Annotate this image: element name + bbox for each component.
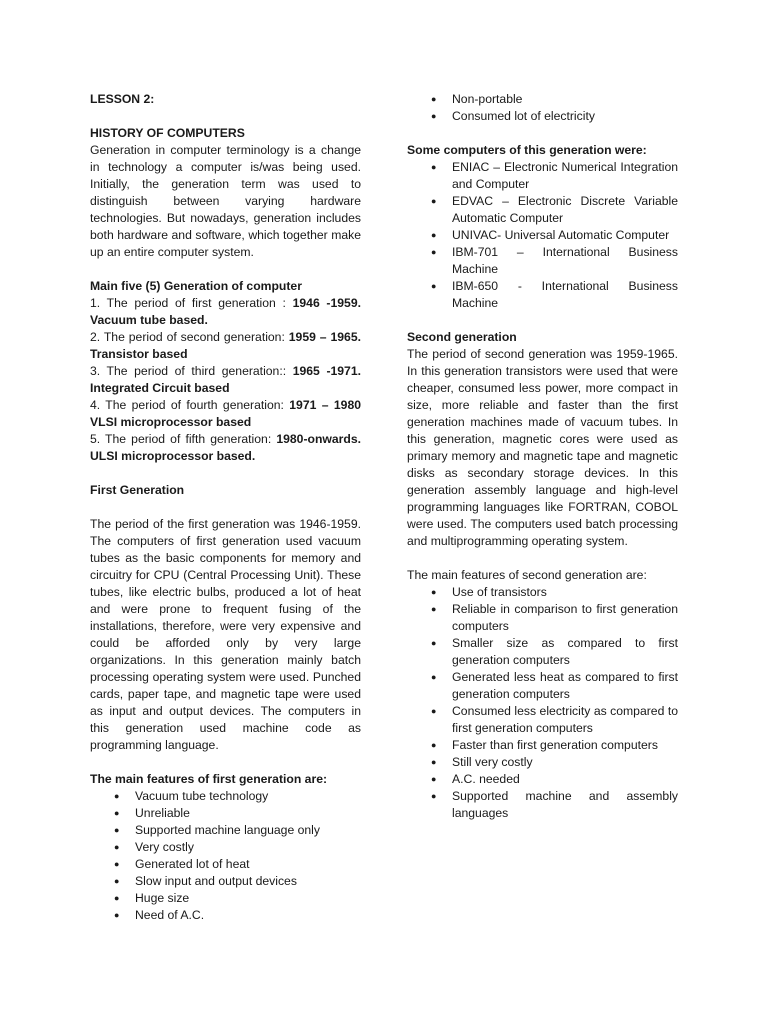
first-features-title: The main features of first generation are: <box>90 772 328 786</box>
generation-item-4: 4. The period of fourth generation: 1971 – 1980 VLSI microprocessor based <box>90 398 361 429</box>
generation-item-3: 3. The period of third generation:: 1965 -1971. Integrated Circuit based <box>90 364 361 395</box>
generation-item-1: 1. The period of first generation : 1946 -1959. Vacuum tube based. <box>90 296 361 327</box>
generation-item-2: 2. The period of second generation: 1959 – 1965. Transistor based <box>90 330 361 361</box>
list-item: ● Still very costly <box>407 754 678 771</box>
list-item: ● Very costly <box>90 839 361 856</box>
list-item: ● UNIVAC- Universal Automatic Computer <box>407 227 678 244</box>
main-five-title: Main five (5) Generation of computer <box>90 279 302 293</box>
list-item: ● IBM-701 – International Business Machine <box>407 244 678 278</box>
first-features-list <box>90 788 361 924</box>
history-title: HISTORY OF COMPUTERS <box>90 126 245 140</box>
list-item: ● EDVAC – Electronic Discrete Variable Automatic Computer <box>407 193 678 227</box>
second-features-list <box>407 584 678 822</box>
list-item: ● Non-portable <box>407 91 678 108</box>
second-gen-paragraph: The period of second generation was 1959-1965. In this generation transistors were used that were cheaper, consumed less power, more compact in size, more reliable and faster than the first generation machines made of vacuum tubes. In this generation, magnetic cores were used as primary memory and magnetic tape and magnetic disks as secondary storage devices. In this generation assembly language and high-level programming languages like FORTRAN, COBOL were used. The computers used batch processing and multiprogramming operating system. <box>407 347 678 548</box>
first-gen-paragraph: The period of the first generation was 1946-1959. The computers of first generation used vacuum tubes as the basic components for memory and circuitry for CPU (Central Processing Unit). These tubes, like electric bulbs, produced a lot of heat and were prone to frequent fusing of the installations, therefore, were very expensive and could be afforded only by very large organizations. In this generation mainly batch processing operating system were used. Punched cards, paper tape, and magnetic tape were used as input and output devices. The computers in this generation used machine code as programming language. <box>90 517 361 752</box>
list-item: ● Generated lot of heat <box>90 856 361 873</box>
list-item: ● Consumed less electricity as compared to first generation computers <box>407 703 678 737</box>
right-column <box>407 91 678 822</box>
list-item: ● Use of transistors <box>407 584 678 601</box>
list-item: ● Supported machine language only <box>90 822 361 839</box>
list-item: ● Faster than first generation computers <box>407 737 678 754</box>
first-gen-title: First Generation <box>90 483 185 497</box>
intro-paragraph: Generation in computer terminology is a change in technology a computer is/was being used. Initially, the generation term was used to distinguish between varying hardware technologies. But nowadays, generation includes both hardware and software, which together make up an entire computer system. <box>90 143 361 259</box>
second-features-title: The main features of second generation are: <box>407 568 647 582</box>
list-item: ● Generated less heat as compared to first generation computers <box>407 669 678 703</box>
list-item: ● Reliable in comparison to first generation computers <box>407 601 678 635</box>
generation-item-5: 5. The period of fifth generation: 1980-onwards. ULSI microprocessor based. <box>90 432 361 463</box>
some-computers-title: Some computers of this generation were: <box>407 143 647 157</box>
list-item: ● Supported machine and assembly languages <box>407 788 678 822</box>
some-computers-list <box>407 159 678 312</box>
list-item: ● Consumed lot of electricity <box>407 108 678 125</box>
lesson-heading: LESSON 2: <box>90 92 155 106</box>
generation-list <box>90 295 361 465</box>
list-item: ● Slow input and output devices <box>90 873 361 890</box>
list-item: ● IBM-650 - International Business Machine <box>407 278 678 312</box>
list-item: ● Vacuum tube technology <box>90 788 361 805</box>
left-column <box>90 91 361 924</box>
list-item: ● ENIAC – Electronic Numerical Integration and Computer <box>407 159 678 193</box>
first-features-list-cont <box>407 91 678 125</box>
list-item: ● Smaller size as compared to first generation computers <box>407 635 678 669</box>
list-item: ● Unreliable <box>90 805 361 822</box>
list-item: ● Need of A.C. <box>90 907 361 924</box>
list-item: ● A.C. needed <box>407 771 678 788</box>
second-gen-title: Second generation <box>407 330 517 344</box>
list-item: ● Huge size <box>90 890 361 907</box>
